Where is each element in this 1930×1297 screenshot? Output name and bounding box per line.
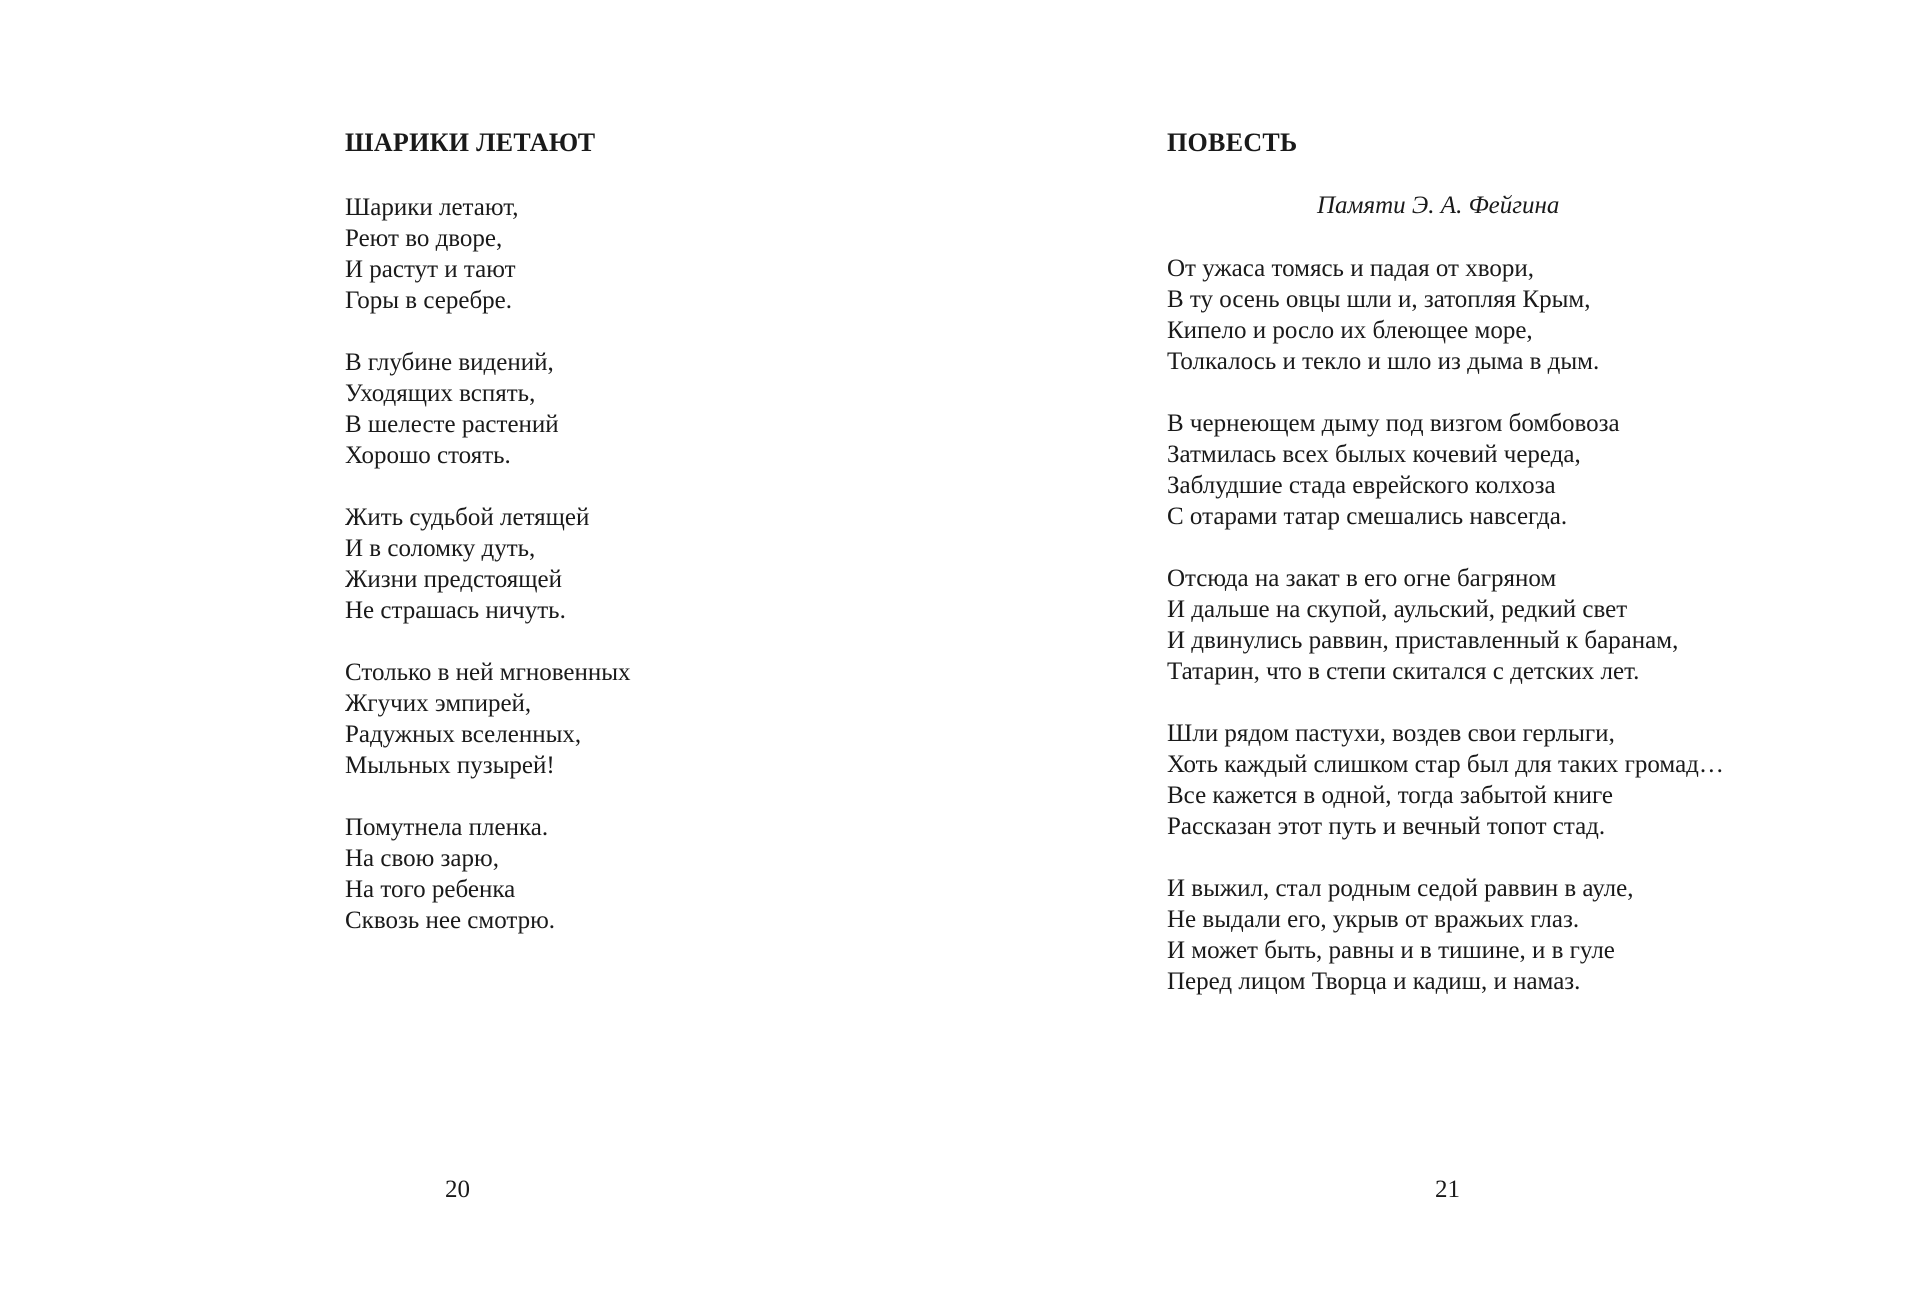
poem-line: Радужных вселенных,	[345, 721, 582, 748]
poem-line: Жгучих эмпирей,	[345, 690, 532, 717]
poem-line: Рассказан этот путь и вечный топот стад.	[1167, 813, 1606, 840]
stanza	[345, 812, 631, 936]
stanza	[345, 347, 631, 471]
stanza	[1167, 563, 1724, 687]
poem-line: Кипело и росло их блеющее море,	[1167, 317, 1533, 344]
stanza	[345, 502, 631, 626]
poem-line: И дальше на скупой, аульский, редкий свет	[1167, 596, 1628, 623]
poem-title: ШАРИКИ ЛЕТАЮТ	[345, 128, 596, 157]
poem-line: Татарин, что в степи скитался с детских лет.	[1167, 658, 1640, 685]
page-number: 21	[1435, 1176, 1460, 1203]
poem-line: Мыльных пузырей!	[345, 752, 555, 779]
poem-line: И выжил, стал родным седой раввин в ауле,	[1167, 875, 1634, 902]
stanza	[345, 657, 631, 781]
poem-line: На того ребенка	[345, 876, 516, 903]
poem-title: ПОВЕСТЬ	[1167, 128, 1298, 157]
poem-line: Помутнела пленка.	[345, 814, 549, 841]
poem-line: Шли рядом пастухи, воздев свои герлыги,	[1167, 720, 1615, 747]
poem-line: Хоть каждый слишком стар был для таких громад…	[1167, 751, 1724, 778]
stanza	[1167, 253, 1724, 377]
right-page	[965, 0, 1930, 1297]
stanza	[1167, 718, 1724, 842]
poem-line: Отсюда на закат в его огне багряном	[1167, 565, 1557, 592]
poem-line: Толкалось и текло и шло из дыма в дым.	[1167, 348, 1600, 375]
poem-line: Уходящих вспять,	[345, 380, 536, 407]
poem-line: В глубине видений,	[345, 349, 554, 376]
dedication: Памяти Э. А. Фейгина	[1317, 192, 1560, 219]
poem-line: Не выдали его, укрыв от вражьих глаз.	[1167, 906, 1580, 933]
poem-line: С отарами татар смешались навсегда.	[1167, 503, 1568, 530]
poem-line: От ужаса томясь и падая от хвори,	[1167, 255, 1534, 282]
poem-line: Все кажется в одной, тогда забытой книге	[1167, 782, 1614, 809]
poem-line: Горы в серебре.	[345, 287, 513, 314]
poem-line: В шелесте растений	[345, 411, 559, 438]
poem-line: В ту осень овцы шли и, затопляя Крым,	[1167, 286, 1591, 313]
poem-line: И двинулись раввин, приставленный к баранам,	[1167, 627, 1679, 654]
poem-line: Затмилась всех былых кочевий череда,	[1167, 441, 1581, 468]
poem-line: И может быть, равны и в тишине, и в гуле	[1167, 937, 1615, 964]
poem-line: Столько в ней мгновенных	[345, 659, 631, 686]
poem-line: И в соломку дуть,	[345, 535, 536, 562]
stanza	[1167, 873, 1724, 997]
poem-line: Перед лицом Творца и кадиш, и намаз.	[1167, 968, 1581, 995]
poem-line: Сквозь нее смотрю.	[345, 907, 556, 934]
poem-line: И растут и тают	[345, 256, 516, 283]
poem-line: В чернеющем дыму под визгом бомбовоза	[1167, 410, 1620, 437]
poem-line: Жить судьбой летящей	[345, 504, 590, 531]
poem-body	[345, 192, 631, 967]
poem-line: Хорошо стоять.	[345, 442, 511, 469]
poem-line: На свою зарю,	[345, 845, 499, 872]
poem-line: Реют во дворе,	[345, 225, 503, 252]
poem-line: Шарики летают,	[345, 194, 519, 221]
stanza	[345, 192, 631, 316]
poem-line: Не страшась ничуть.	[345, 597, 566, 624]
poem-line: Заблудшие стада еврейского колхоза	[1167, 472, 1556, 499]
poem-line: Жизни предстоящей	[345, 566, 562, 593]
poem-body	[1167, 253, 1724, 1028]
page-number: 20	[445, 1176, 470, 1203]
stanza	[1167, 408, 1724, 532]
